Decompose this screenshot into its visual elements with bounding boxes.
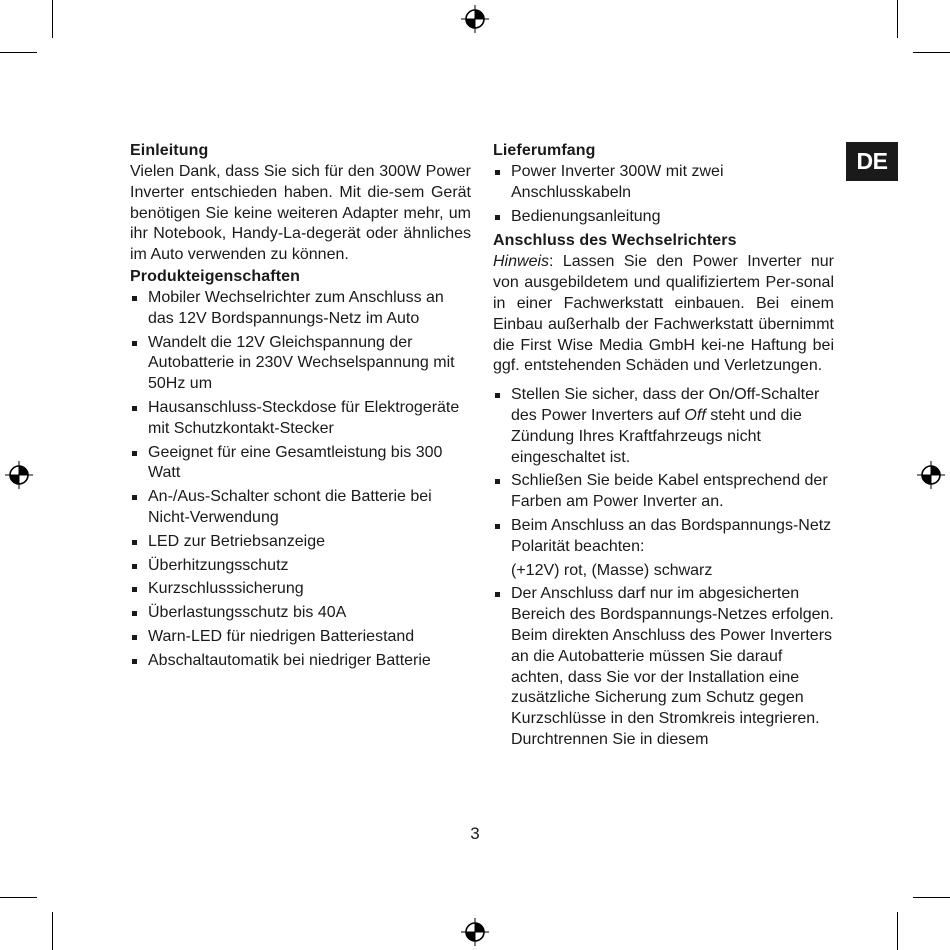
step-text: steht und die Zündung Ihres Kraftfahrzeugs nicht eingeschaltet ist. [511,406,802,466]
list-item: Schließen Sie beide Kabel entsprechend der Farben am Power Inverter an. [493,471,834,513]
crop-mark [897,912,898,950]
polarity-detail: (+12V) rot, (Masse) schwarz [511,561,713,579]
registration-mark-icon [460,4,490,34]
crop-mark [897,0,898,38]
left-column [130,140,471,675]
intro-heading: Einleitung [130,142,209,159]
step-text: Stellen Sie sicher, dass der On/Off-Schalter des Power Inverters auf [511,386,820,424]
list-item: Mobiler Wechselrichter zum Anschluss an das 12V Bordspannungs-Netz im Auto [130,288,471,330]
delivery-heading: Lieferumfang [493,142,596,159]
list-item: Warn-LED für niedrigen Batteriestand [130,627,471,648]
crop-mark [52,0,53,38]
right-column [493,140,834,754]
crop-mark [913,52,950,53]
delivery-list [493,162,834,227]
crop-mark [913,897,950,898]
page-number: 3 [470,824,480,843]
crop-mark [52,912,53,950]
intro-text: Vielen Dank, dass Sie sich für den 300W Power Inverter entschieden haben. Mit die-sem Gerät benötigen Sie keine weiteren Adapter mehr, um ihr Notebook, Handy-La-degerät oder ähnliches im Auto verwenden zu können. [130,163,471,264]
list-item: Abschaltautomatik bei niedriger Batterie [130,651,471,672]
note-label: Hinweis [493,253,550,271]
list-item: Kurzschlusssicherung [130,579,471,600]
list-item: Überhitzungsschutz [130,556,471,577]
connection-heading: Anschluss des Wechselrichters [493,232,737,250]
registration-mark-icon [460,917,490,947]
note-text: : Lassen Sie den Power Inverter nur von ausgebildetem und qualifiziertem Per-sonal in einer Fachwerkstatt einbauen. Bei einem Einbau außerhalb der Fachwerkstatt übernimmt die First Wise Media GmbH kei-ne Haftung bei ggf. entstehenden Schäden und Verletzungen. [493,253,834,375]
list-item: Überlastungsschutz bis 40A [130,603,471,624]
list-item: Wandelt die 12V Gleichspannung der Autobatterie in 230V Wechselspannung mit 50Hz um [130,333,471,395]
features-list [130,288,471,672]
list-item: LED zur Betriebsanzeige [130,532,471,553]
list-item: An-/Aus-Schalter schont die Batterie bei Nicht-Verwendung [130,487,471,529]
crop-mark [0,897,37,898]
crop-mark [0,52,37,53]
list-item: Bedienungsanleitung [493,207,834,228]
steps-list [493,385,834,751]
off-label: Off [684,406,706,424]
list-item: Der Anschluss darf nur im abgesicherten Bereich des Bordspannungs-Netzes erfolgen. Beim direkten Anschluss des Power Inverters an die Autobatterie müssen Sie darauf achten, dass Sie vor der Installation eine zusätzliche Sicherung zum Schutz gegen Kurzschlüsse in den Stromkreis integrieren. Durchtrennen Sie in diesem [493,584,834,750]
list-item: Power Inverter 300W mit zwei Anschlusskabeln [493,162,834,204]
registration-mark-icon [4,460,34,490]
list-item: Hausanschluss-Steckdose für Elektrogeräte mit Schutzkontakt-Stecker [130,398,471,440]
list-item: Geeignet für eine Gesamtleistung bis 300 Watt [130,443,471,485]
language-tab: DE [846,142,898,181]
list-item [493,385,834,468]
features-heading: Produkteigenschaften [130,267,301,285]
note-paragraph [493,252,834,377]
list-item: Beim Anschluss an das Bordspannungs-Netz Polarität beachten: [493,516,834,558]
registration-mark-icon [916,460,946,490]
